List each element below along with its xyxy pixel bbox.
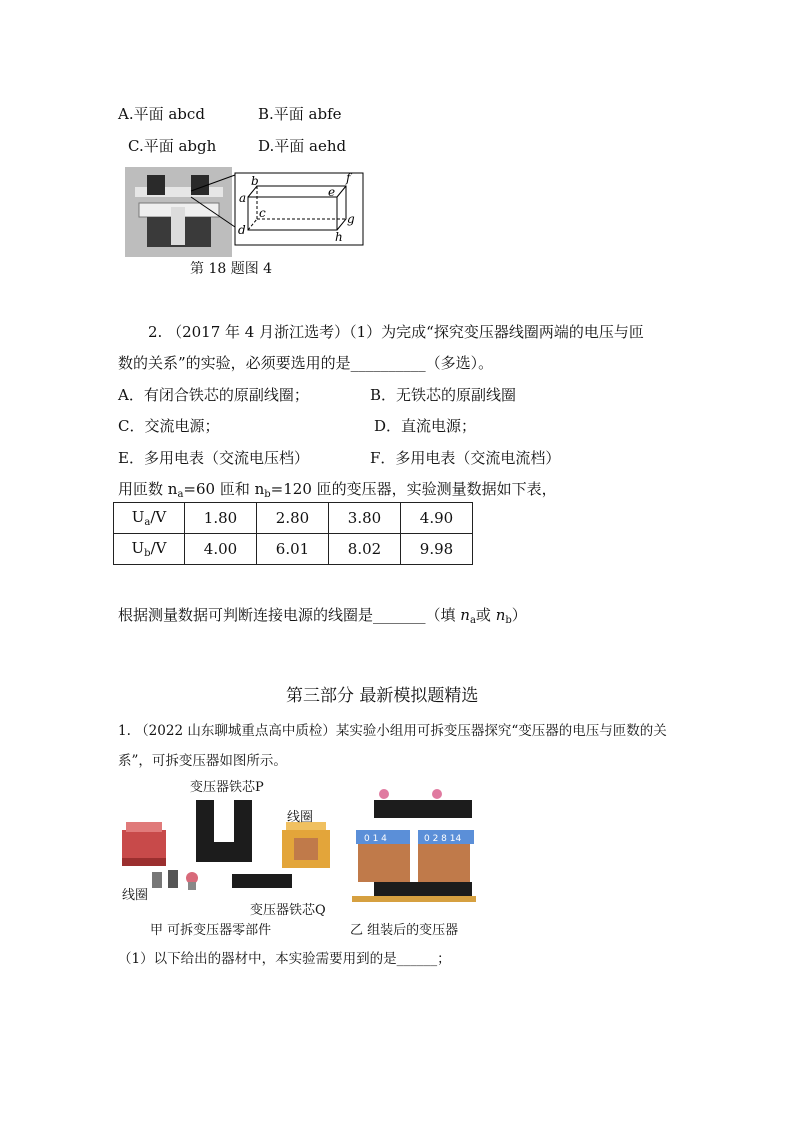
coil-yellow bbox=[282, 822, 330, 868]
q2-option-a: A．有闭合铁芯的原副线圈； bbox=[118, 386, 309, 404]
option-a: A.平面 abcd bbox=[118, 105, 205, 123]
vertex-e: e bbox=[328, 185, 336, 199]
table-cell: 2.80 bbox=[257, 503, 329, 534]
p3-q1-line2: 系”，可拆变压器如图所示。 bbox=[118, 753, 287, 769]
core-p bbox=[196, 800, 252, 862]
q2-judge: 根据测量数据可判断连接电源的线圈是_______（填 $n_a$或 $n_b$） bbox=[118, 606, 527, 626]
label-coil-top: 线圈 bbox=[287, 810, 314, 825]
section-title: 第三部分 最新模拟题精选 bbox=[286, 686, 479, 706]
table-row bbox=[114, 534, 473, 565]
vertex-g: g bbox=[347, 212, 355, 226]
scale-left-label: 0 1 4 bbox=[364, 834, 387, 844]
core-q bbox=[232, 874, 292, 888]
q2-intro: 用匝数 $n_a=60$ 匝和 $n_b=120$ 匝的变压器，实验测量数据如下表， bbox=[118, 480, 557, 500]
q2-option-c: C．交流电源； bbox=[118, 417, 220, 435]
transformer-parts-figure bbox=[112, 774, 492, 914]
vertex-f: f bbox=[346, 171, 351, 185]
option-d: D.平面 aehd bbox=[258, 137, 347, 155]
q2-option-e: E．多用电表（交流电压档） bbox=[118, 449, 309, 467]
coil-left bbox=[122, 822, 166, 866]
figure-18-4 bbox=[125, 167, 365, 259]
q2-option-f: F．多用电表（交流电流档） bbox=[370, 449, 561, 467]
table-row bbox=[114, 503, 473, 534]
label-core-q: 变压器铁芯Q bbox=[250, 903, 326, 918]
table-cell: 8.02 bbox=[329, 534, 401, 565]
label-coil-left: 线圈 bbox=[122, 888, 149, 903]
q2-option-b: B．无铁芯的原副线圈 bbox=[370, 386, 517, 404]
measurement-table bbox=[113, 502, 473, 565]
table-cell: 3.80 bbox=[329, 503, 401, 534]
assembled-transformer bbox=[352, 789, 476, 902]
small-posts bbox=[152, 870, 198, 890]
vertex-d: d bbox=[238, 223, 246, 237]
q2-option-d: D．直流电源； bbox=[374, 417, 477, 435]
caption-parts: 甲 可拆变压器零部件 bbox=[150, 923, 272, 938]
vertex-c: c bbox=[259, 206, 266, 220]
table-cell: 1.80 bbox=[185, 503, 257, 534]
figure-caption: 第 18 题图 4 bbox=[190, 261, 273, 277]
table-cell: 4.90 bbox=[401, 503, 473, 534]
table-cell: 9.98 bbox=[401, 534, 473, 565]
caption-assembled: 乙 组装后的变压器 bbox=[350, 923, 459, 938]
option-b: B.平面 abfe bbox=[258, 105, 342, 123]
p3-q1-line1: 1. （2022 山东聊城重点高中质检）某实验小组用可拆变压器探究“变压器的电压与匝数的关 bbox=[118, 723, 667, 739]
q2-line1: 2. （2017 年 4 月浙江选考）（1）为完成“探究变压器线圈两端的电压与匝 bbox=[148, 323, 644, 341]
vertex-h: h bbox=[335, 230, 343, 244]
q2-line2: 数的关系”的实验，必须要选用的是__________（多选）。 bbox=[118, 354, 494, 372]
scale-right-label: 0 2 8 14 bbox=[424, 834, 462, 844]
p3-sub1: （1）以下给出的器材中，本实验需要用到的是______； bbox=[118, 951, 451, 967]
label-core-p: 变压器铁芯P bbox=[190, 780, 264, 795]
vertex-b: b bbox=[251, 174, 259, 188]
row-label-ua: $U_a/V$ bbox=[114, 503, 185, 534]
table-cell: 4.00 bbox=[185, 534, 257, 565]
row-label-ub: $U_b/V$ bbox=[114, 534, 185, 565]
table-cell: 6.01 bbox=[257, 534, 329, 565]
vertex-a: a bbox=[239, 191, 247, 205]
option-c: C.平面 abgh bbox=[128, 137, 217, 155]
transformer-photo bbox=[125, 167, 232, 257]
